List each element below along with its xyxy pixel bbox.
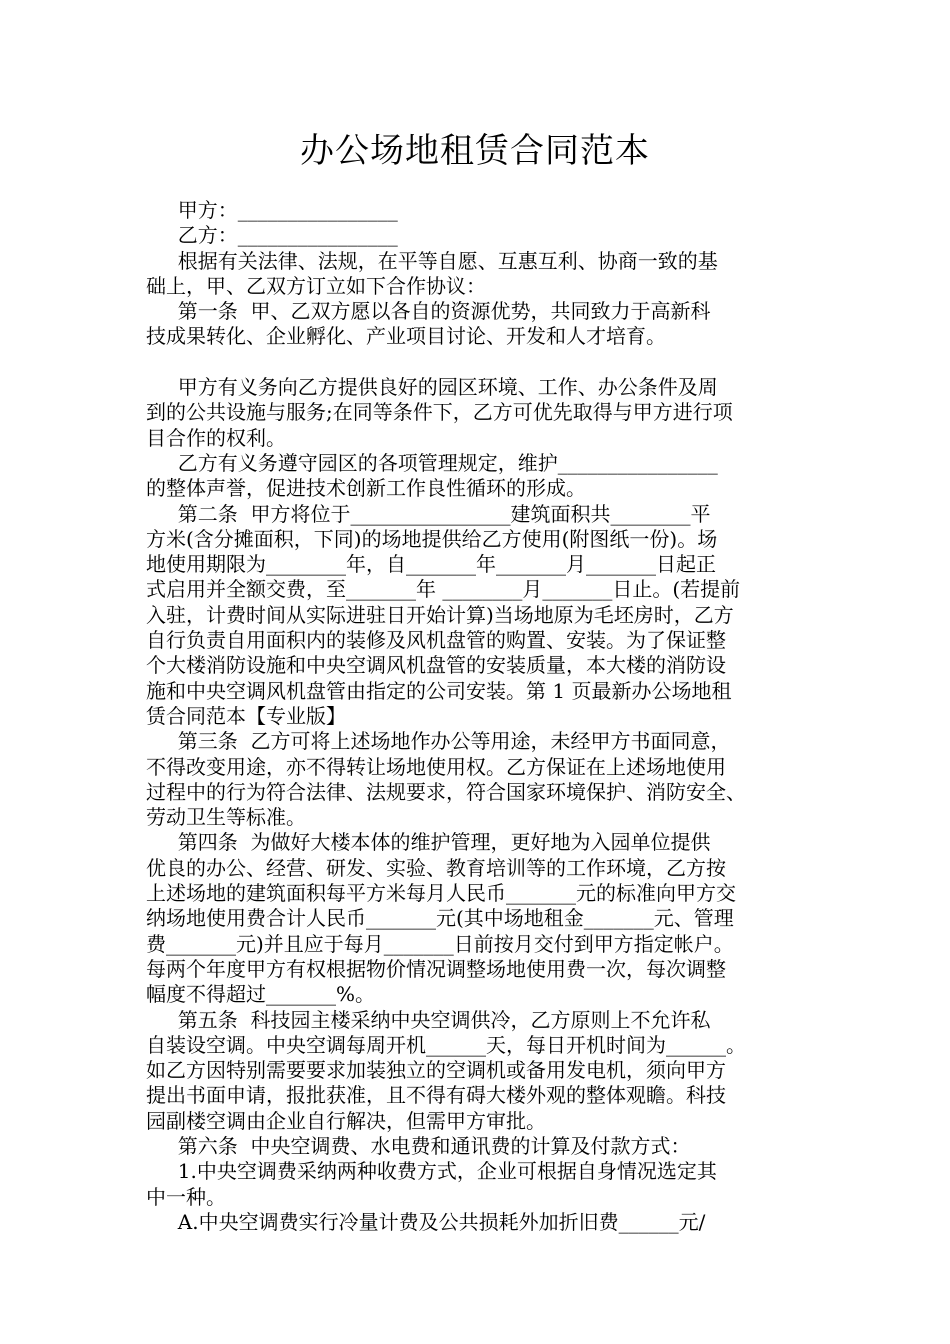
article-2-line: 第二条 甲方将位于________________建筑面积共________平 <box>146 501 711 526</box>
article-3-line: 第三条 乙方可将上述场地作办公等用途，未经甲方书面同意， <box>146 729 731 754</box>
document-body <box>146 198 822 1235</box>
article-4-line: 每两个年度甲方有权根据物价情况调整场地使用费一次，每次调整 <box>146 956 726 981</box>
article-4-line: 幅度不得超过_______%。 <box>146 982 376 1007</box>
article-2-line: 入驻，计费时间从实际进驻日开始计算)当场地原为毛坯房时，乙方 <box>146 602 734 627</box>
article-5-line: 第五条 科技园主楼采纳中央空调供冷，乙方原则上不允许私 <box>146 1007 711 1032</box>
article-2-line: 赁合同范本【专业版】 <box>146 703 346 728</box>
article-2-line: 地使用期限为________年，自_______年_______月_______日起正 <box>146 552 716 577</box>
article-4-line: 上述场地的建筑面积每平方米每月人民币_______元的标准向甲方交 <box>146 881 736 906</box>
article-5-line: 提出书面申请，报批获准，且不得有碍大楼外观的整体观瞻。科技 <box>146 1083 726 1108</box>
preamble-line: 根据有关法律、法规，在平等自愿、互惠互利、协商一致的基 <box>146 248 718 273</box>
article-1-line: 第一条 甲、乙双方愿以各自的资源优势，共同致力于高新科 <box>146 299 711 324</box>
article-6-line: 第六条 中央空调费、水电费和通讯费的计算及付款方式： <box>146 1133 691 1158</box>
article-6-line: A.中央空调费实行冷量计费及公共损耗外加折旧费______元/ <box>146 1209 706 1234</box>
party-a-duty-line: 目合作的权利。 <box>146 425 286 450</box>
article-2-line: 施和中央空调风机盘管由指定的公司安装。第 1 页最新办公场地租 <box>146 678 732 703</box>
article-6-line: 中一种。 <box>146 1184 226 1209</box>
article-3-line: 不得改变用途，亦不得转让场地使用权。乙方保证在上述场地使用 <box>146 754 726 779</box>
preamble-line: 础上，甲、乙双方订立如下合作协议： <box>146 273 486 298</box>
article-2-line: 自行负责自用面积内的装修及风机盘管的购置、安装。为了保证整 <box>146 628 726 653</box>
party-a-line: 甲方：________________ <box>146 198 398 222</box>
article-4-line: 纳场地使用费合计人民币_______元(其中场地租金_______元、管理 <box>146 906 734 931</box>
party-a-duty-line: 甲方有义务向乙方提供良好的园区环境、工作、办公条件及周 <box>146 375 718 400</box>
party-b-line: 乙方：________________ <box>146 223 398 248</box>
party-b-duty-line: 乙方有义务遵守园区的各项管理规定，维护________________ <box>146 450 718 475</box>
article-4-line: 费_______元)并且应于每月_______日前按月交付到甲方指定帐户。 <box>146 931 734 956</box>
article-1-line: 技成果转化、企业孵化、产业项目讨论、开发和人才培育。 <box>146 324 666 349</box>
article-4-line: 优良的办公、经营、研发、实验、教育培训等的工作环境，乙方按 <box>146 855 726 880</box>
article-2-line: 式启用并全额交费，至_______年 ________月_______日止。(若提前 <box>146 577 741 602</box>
article-5-line: 如乙方因特别需要要求加装独立的空调机或备用发电机，须向甲方 <box>146 1058 726 1083</box>
blank-line <box>146 350 822 375</box>
article-6-line: 1.中央空调费采纳两种收费方式，企业可根据自身情况选定其 <box>146 1159 717 1184</box>
party-b-duty-line: 的整体声誉，促进技术创新工作良性循环的形成。 <box>146 476 586 501</box>
party-a-duty-line: 到的公共设施与服务;在同等条件下，乙方可优先取得与甲方进行项 <box>146 400 733 425</box>
article-2-line: 个大楼消防设施和中央空调风机盘管的安装质量，本大楼的消防设 <box>146 653 726 678</box>
document-title: 办公场地租赁合同范本 <box>300 131 650 171</box>
article-2-line: 方米(含分摊面积，下同)的场地提供给乙方使用(附图纸一份)。场 <box>146 526 718 551</box>
article-3-line: 过程中的行为符合法律、法规要求，符合国家环境保护、消防安全、 <box>146 779 746 804</box>
article-5-line: 自装设空调。中央空调每周开机______天，每日开机时间为______。 <box>146 1032 746 1057</box>
article-5-line: 园副楼空调由企业自行解决，但需甲方审批。 <box>146 1108 546 1133</box>
article-3-line: 劳动卫生等标准。 <box>146 805 306 830</box>
article-4-line: 第四条 为做好大楼本体的维护管理，更好地为入园单位提供 <box>146 830 711 855</box>
